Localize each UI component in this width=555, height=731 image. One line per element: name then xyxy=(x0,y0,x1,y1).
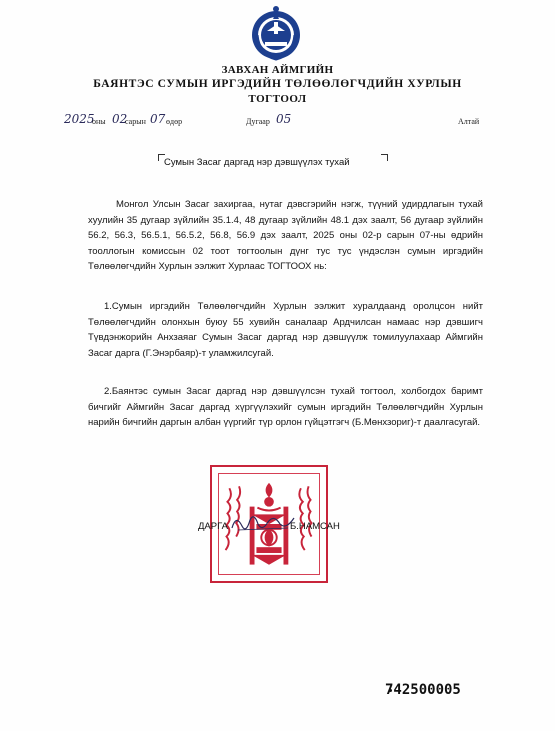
document-number: 05 xyxy=(276,112,292,126)
date-day: 07 xyxy=(150,112,166,126)
number-label: Дугаар xyxy=(246,117,270,126)
date-month: 02 xyxy=(112,112,128,126)
state-emblem-icon xyxy=(247,5,305,63)
signatory-title: ДАРГА xyxy=(198,521,228,532)
resolution-item-2: 2.Баянтэс сумын Засаг даргад нэр дэвшүүлсэн тухай тогтоол, холбогдох баримт бичгийг Аймгийн Засаг даргад хүргүүлэхийг сумын иргэдийн Төлөөлөгчдийн Хурлын нарийн бичгийн даргын албан үүргийг түр орлон гүйцэтгэгч (Б.Мөнхзориг)-т даалгасугай. xyxy=(88,386,483,428)
serial-number: 742500005 xyxy=(385,682,461,698)
subject-heading xyxy=(158,154,388,172)
bracket-right xyxy=(381,154,388,161)
handwritten-signature xyxy=(228,510,298,536)
resolution-item-1: 1.Сумын иргэдийн Төлөөлөгчдийн Хурлын ээлжит хуралдаанд оролцсон нийт Төлөөлөгчдийн олонхын буюу 55 хувийн саналаар Ардчилсан намаас нэр дэвшигч Түвдэнжорийн Анхзаяаг Сумын Засаг даргад нэр дэвшүүлж томилуулахаар Аймгийн Засаг дарга (Г.Энэрбаяр)-т уламжилсугай. xyxy=(88,301,483,359)
subject-text: Сумын Засаг даргад нэр дэвшүүлэх тухай xyxy=(164,157,350,168)
aimag-name: ЗАВХАН АЙМГИЙН xyxy=(221,64,334,76)
document-type: ТОГТООЛ xyxy=(248,93,307,105)
date-day-suffix: өдөр xyxy=(166,117,183,126)
place-name: Алтай xyxy=(458,117,480,126)
date-year: 2025 xyxy=(64,112,95,126)
preamble-paragraph: Монгол Улсын Засаг захиргаа, нутаг дэвсгэрийн нэгж, түүний удирдлагын тухай хуулийн 35 дугаар зүйлийн 35.1.4, 48 дугаар зүйлийн 48.1 дэх заалт, 56 дугаар зүйлийн 56.2, 56.3, 56.5.1, 56.5.2, 56.8, 56.9 дэх заалт, 2025 оны 02-р сарын 07-ны өдрийн тооллогын комиссын 02 тоот тогтоолын дүнг тус тус үндэслэн сумын иргэдийн Төлөөлөгчдийн Хурлын ээлжит Хурлаас ТОГТООХ нь: xyxy=(88,199,483,272)
date-year-suffix: оны xyxy=(92,117,106,126)
council-name: БАЯНТЭС СУМЫН ИРГЭДИЙН ТӨЛӨӨЛӨГЧДИЙН ХУРЛЫН xyxy=(93,78,462,90)
date-month-suffix: сарын xyxy=(125,117,146,126)
signatory-name: Б.НАМСАН xyxy=(290,521,340,532)
